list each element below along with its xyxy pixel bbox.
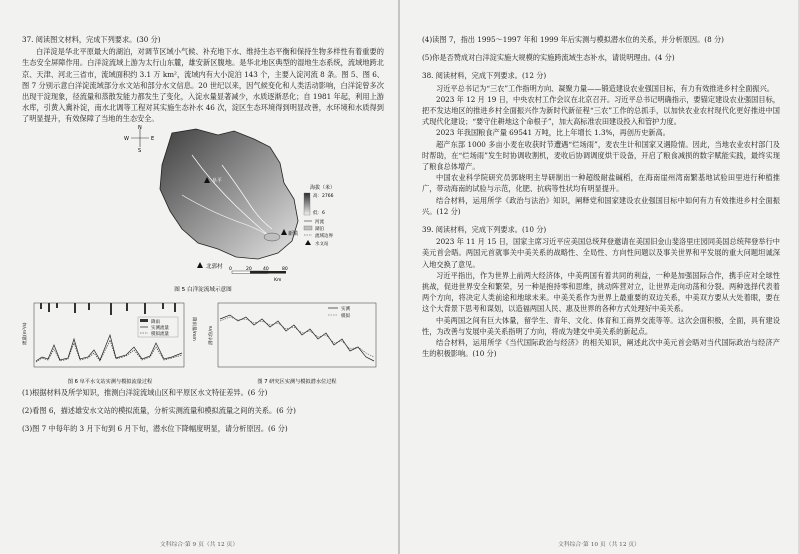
- fig6-legend-measured: 实测流量: [151, 325, 169, 331]
- scale-80: 80: [282, 266, 288, 272]
- right-page: [400, 0, 798, 554]
- q37-heading: 37. 阅读图文材料，完成下列要求。(30 分): [22, 35, 161, 44]
- fig6-rain-bars: [40, 303, 176, 315]
- station-xinzhen-label: 新镇: [288, 230, 299, 237]
- figure-7-caption: 图 7 研究区实测与模拟潜水位过程: [257, 378, 337, 385]
- fig7-legend-simulated: 模拟: [341, 313, 350, 319]
- fig6-y-right: 降雨量/mm: [191, 316, 196, 341]
- q38-para-5: 中国农业科学院研究员郭晓明主导研制出一种超级耐盐碱稻，在海南崖州湾南繁基地试验田里进行种植推广，带动海南的试验与示范，化肥、抗病等性状均有明显提升。: [422, 173, 780, 194]
- compass-s: S: [138, 147, 142, 154]
- left-page: [0, 0, 398, 554]
- legend-gradient: [304, 193, 310, 215]
- fig7-simulated-line: [220, 317, 374, 357]
- scale-20: 20: [246, 266, 252, 272]
- compass-n: N: [138, 124, 142, 131]
- scale-0: 0: [229, 266, 232, 272]
- q37-sub-4: (4)读图 7，指出 1995～1997 年和 1999 年后实测与模拟潜水位的关系，并分析原因。(8 分): [422, 35, 724, 44]
- compass-w: W: [124, 135, 129, 142]
- compass-rose: [124, 125, 154, 154]
- legend-river: 河流: [315, 219, 324, 225]
- page-9-footer: 文科综合·第 9 页（共 12 页）: [159, 542, 239, 548]
- fig6-legend-simulated: 模拟流量: [151, 331, 169, 337]
- scale-bar: [229, 266, 288, 283]
- legend-boundary: 流域边界: [315, 233, 333, 239]
- legend-lake: 湖泊: [315, 226, 324, 232]
- fig7-measured-line: [220, 315, 374, 361]
- page-10-footer: 文科综合·第 10 页（共 12 页）: [558, 542, 640, 548]
- legend-low: 低：6: [313, 210, 325, 216]
- figure-5-map: [22, 125, 384, 295]
- legend-high: 高：2766: [313, 193, 334, 199]
- q37-material: 白洋淀是华北平原最大的湖泊，对调节区域小气候、补充地下水、维持生态平衡和保持生物多样性有着重要的生态安全屏障作用。白洋淀流域上游为太行山东麓，雄安新区腹地。是华北地区典型的湿地生态系统，流域地跨北京、天津、河北三省市，流域面积约 3.1 万 km²，流域内有大小淀泊 143 个，主要入淀河流 8 条。图 5、图 6、图 7 分别示意白洋淀流域部分水文站和部分水文信息。20 世纪以来，因气候变化和人类活动影响，白洋淀曾多次出现干淀现象，径流量和蒸散发能力都发生了变化，入淀水量显著减少，水质逐渐恶化；自 1981 年起，利用上游水库，引黄入冀补淀，南水北调等工程对其实施生态补水 46 次，淀区生态环境得到明显改善，水环境和水质得到了明显提升，有效保障了当地的生态安全。: [22, 47, 384, 124]
- q38-para-3: 2023 年我国粮食产量 69541 万吨，比上年增长 1.3%，再创历史新高。: [436, 128, 670, 138]
- fig6-y-left: 流量(m³/s): [23, 322, 28, 345]
- q37-sub-5: (5)你是否赞成对白洋淀实施大规模的实施跨流域生态补水，请说明理由。(4 分): [422, 53, 675, 63]
- figure-6-caption: 图 6 阜平水文站实测与模拟流量过程: [67, 378, 153, 385]
- q37-sub-2: (2)看图 6，描述雄安水文站的模拟流量，分析实测流量和模拟流量之间的关系。(6 分): [22, 405, 296, 415]
- figure-5-caption: 图 5 白洋淀流域示意图: [174, 286, 232, 293]
- q39-task: 结合材料，运用所学《当代国际政治与经济》的相关知识，阐述此次中美元首会晤对当代国际政治与经济产生的积极影响。(10 分): [422, 338, 780, 359]
- q39-heading: 39. 阅读材料，完成下列要求。(10 分): [422, 225, 547, 235]
- station-fuping-label: 阜平: [212, 177, 223, 184]
- q38-para-2: 2023 年 12 月 19 日，中央农村工作会议在北京召开。习近平总书记明确指示，要锚定建设农业强国目标，把不发达地区的推进乡村全面振兴作为新时代新征程“三农”工作的总抓手，以加快农业农村现代化更好推进中国式现代化建设；“要守住耕地这个命根子”，加大高标准农田建设投入和管护力度。: [422, 94, 780, 127]
- fig6-legend-rain: 降雨: [151, 319, 160, 325]
- legend-station: 水文站: [315, 241, 329, 247]
- q38-para-4: 超产东部 1000 多亩小麦在收获时节遭遇“烂场雨”，麦农生计和国家又遇险情。因此，当地农业农村部门及时帮助，在“烂场雨”发生时协调收割机，麦收后协调调度烘干设备，开启了粮食减损的数字赋能实践，最终实现了粮食总体增产。: [422, 139, 780, 172]
- fig7-y-label: 潜水位/m: [209, 325, 214, 345]
- q37-sub-3: (3)图 7 中每年的 3 月下旬到 6 月下旬，潜水位下降幅度明显，请分析原因。(6 分): [22, 424, 288, 434]
- station-beiguo-marker: [197, 262, 203, 268]
- q38-para-1: 习近平总书记为“三农”工作指明方向、凝聚力量——锻造建设农业强国目标，有力有效推进乡村全面振兴。: [436, 83, 774, 93]
- map-legend: [304, 184, 335, 247]
- q39-para-2: 习近平指出，作为世界上前两大经济体，中美两国有着共同的利益，一种是加强国际合作，携手应对全球性挑战，促进世界安全和繁荣，另一种是抱持零和思维，挑动阵营对立，让世界走向动荡和分裂。两种选择代表着两个方向，将决定人类前途和地球未来。中美关系作为世界上最重要的双边关系，中美双方要从大处着眼，要在这个大背景下思考和谋划，以造福两国人民、惠及世界的各种方式处理好中美关系。: [422, 270, 780, 314]
- figure-6-chart: [22, 303, 198, 385]
- baiyangdian-lake: [264, 233, 280, 241]
- figures-6-7: [22, 295, 384, 387]
- hydro-charts-svg: [22, 295, 384, 387]
- compass-e: E: [151, 135, 155, 142]
- scale-unit: Km: [274, 277, 282, 283]
- station-beiguo-label: 北郭村: [206, 263, 223, 270]
- q39-para-1: 2023 年 11 月 15 日，国家主席习近平应美国总统拜登邀请在美国旧金山斐洛里庄园同美国总统拜登举行中美元首会晤。两国元首就事关中美关系的战略性、全局性、方向性问题以及事关世界和平发展的重大问题坦诚深入地交换了意见。: [422, 237, 780, 269]
- figure-7-chart: [207, 303, 376, 385]
- scale-40: 40: [263, 266, 269, 272]
- q38-heading: 38. 阅读材料，完成下列要求。(12 分): [422, 71, 547, 81]
- q39-para-3: 中美两国之间有巨大体量，留学生、青年、文化、体育和工商界交流等等。这次会面积极，全面，具有建设性，为改善与发展中美关系指明了方向，将成为建交中美关系的新起点。: [422, 315, 780, 336]
- fig7-legend-measured: 实测: [341, 306, 350, 312]
- q38-task: 结合材料，运用所学《政治与法治》知识，阐释党和国家建设农业强国目标中如何有力有效推进乡村全面振兴。(12 分): [422, 195, 780, 216]
- q37-sub-1: (1)根据材料及所学知识，推测白洋淀流域山区和平原区水文特征差异。(6 分): [22, 387, 268, 397]
- basin-map-svg: [22, 125, 384, 295]
- legend-title: 海拔（米）: [310, 184, 336, 191]
